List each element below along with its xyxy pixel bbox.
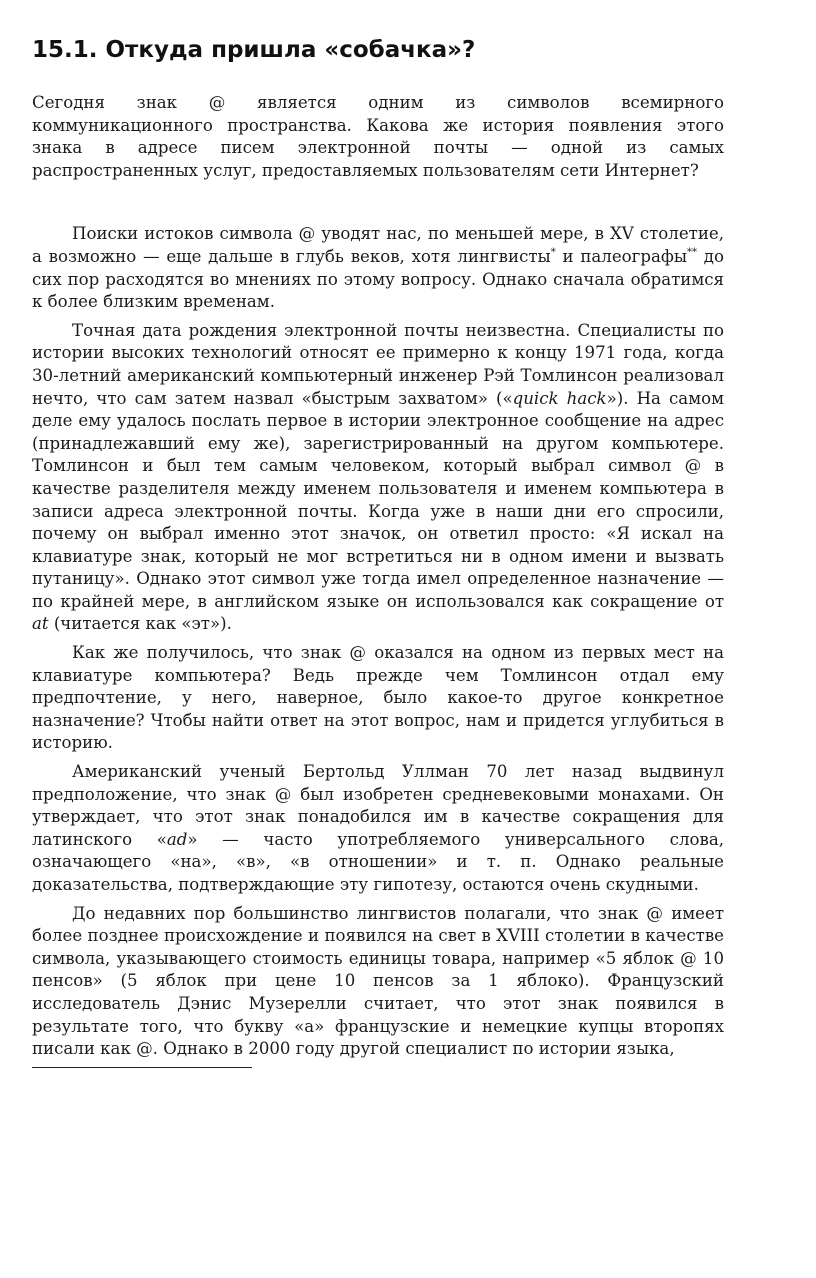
paragraph-4-text-b: » — часто употребляемого универсального слова, означающего «на», «в», «в отношении» и т. п. Однако реальные доказательства, подтверждающие эту гипотезу, остаются очень скудными. [32, 829, 724, 894]
footnote-divider [32, 1067, 252, 1068]
paragraph-4-italic-ad: ad [166, 829, 188, 849]
paragraph-1 [32, 223, 724, 313]
document-page [32, 36, 724, 1068]
lead-paragraph: Сегодня знак @ является одним из символов всемирного коммуникационного пространства. Какова же история появления этого знака в адресе писем электронной почты — одной из самых распространенных услуг, предоставляемых пользователям сети Интернет? [32, 93, 724, 180]
paragraph-4 [32, 761, 724, 897]
paragraph-1-text-a: Поиски истоков символа @ уводят нас, по меньшей мере, в XV столетие, а возможно — еще дальше в глубь веков, хотя лингвисты [32, 224, 724, 266]
paragraph-2-text-a: Точная дата рождения электронной почты неизвестна. Специалисты по истории высоких технологий относят ее примерно к концу 1971 года, когда 30-летний американский компьютерный инженер Рэй Томлинсон реализовал нечто, что сам затем назвал «быстрым захватом» (« [32, 320, 724, 408]
paragraph-3: Как же получилось, что знак @ оказался на одном из первых мест на клавиатуре компьютера? Ведь прежде чем Томлинсон отдал ему предпочтение, у него, наверное, было какое-то другое конкретное назначение? Чтобы найти ответ на этот вопрос, нам и придется углубиться в историю. [32, 643, 724, 753]
paragraph-4-text-a: Американский ученый Бертольд Уллман 70 лет назад выдвинул предположение, что знак @ был изобретен средневековыми монахами. Он утверждает, что этот знак понадобился им в качестве сокращения для латинского « [32, 762, 724, 849]
footnote-marker-1: * [550, 246, 556, 258]
paragraph-2-italic-term: quick hack [512, 388, 607, 408]
paragraph-2-text-c: (читается как «эт»). [48, 614, 232, 634]
paragraph-1-text-b: и палеографы [555, 246, 688, 266]
paragraph-5: До недавних пор большинство лингвистов полагали, что знак @ имеет более позднее происхождение и появился на свет в XVIII столетии в качестве символа, указывающего стоимость единицы товара, например «5 яблок @ 10 пенсов» (5 яблок при цене 10 пенсов за 1 яблоко). Французский исследователь Дэнис Музерелли считает, что этот знак появился в результате того, что букву «а» французские и немецкие купцы второпях писали как @. Однако в 2000 году другой специалист по истории языка, [32, 903, 724, 1059]
paragraph-1-text-c: до сих пор расходятся во мнениях по этому вопросу. Однако сначала обратимся к более близким временам. [32, 246, 725, 312]
footnote-marker-2: ** [687, 246, 698, 258]
section-title: 15.1. Откуда пришла «собачка»? [32, 37, 476, 63]
paragraph-2-italic-at: at [32, 614, 49, 634]
paragraph-2-text-b: »). На самом деле ему удалось послать первое в истории электронное сообщение на адрес (принадлежавший ему же), зарегистрированный на другом компьютере. Томлинсон и был тем самым человеком, который выбрал символ @ в качестве разделителя между именем пользователя и именем компьютера в записи адреса электронной почты. Когда уже в наши дни его спросили, почему он выбрал именно этот значок, он ответил просто: «Я искал на клавиатуре знак, который не мог встретиться ни в одном имени и вызвать путаницу». Однако этот символ уже тогда имел определенное назначение — по крайней мере, в английском языке он использовался как сокращение от [32, 388, 724, 611]
paragraph-2 [32, 320, 724, 636]
